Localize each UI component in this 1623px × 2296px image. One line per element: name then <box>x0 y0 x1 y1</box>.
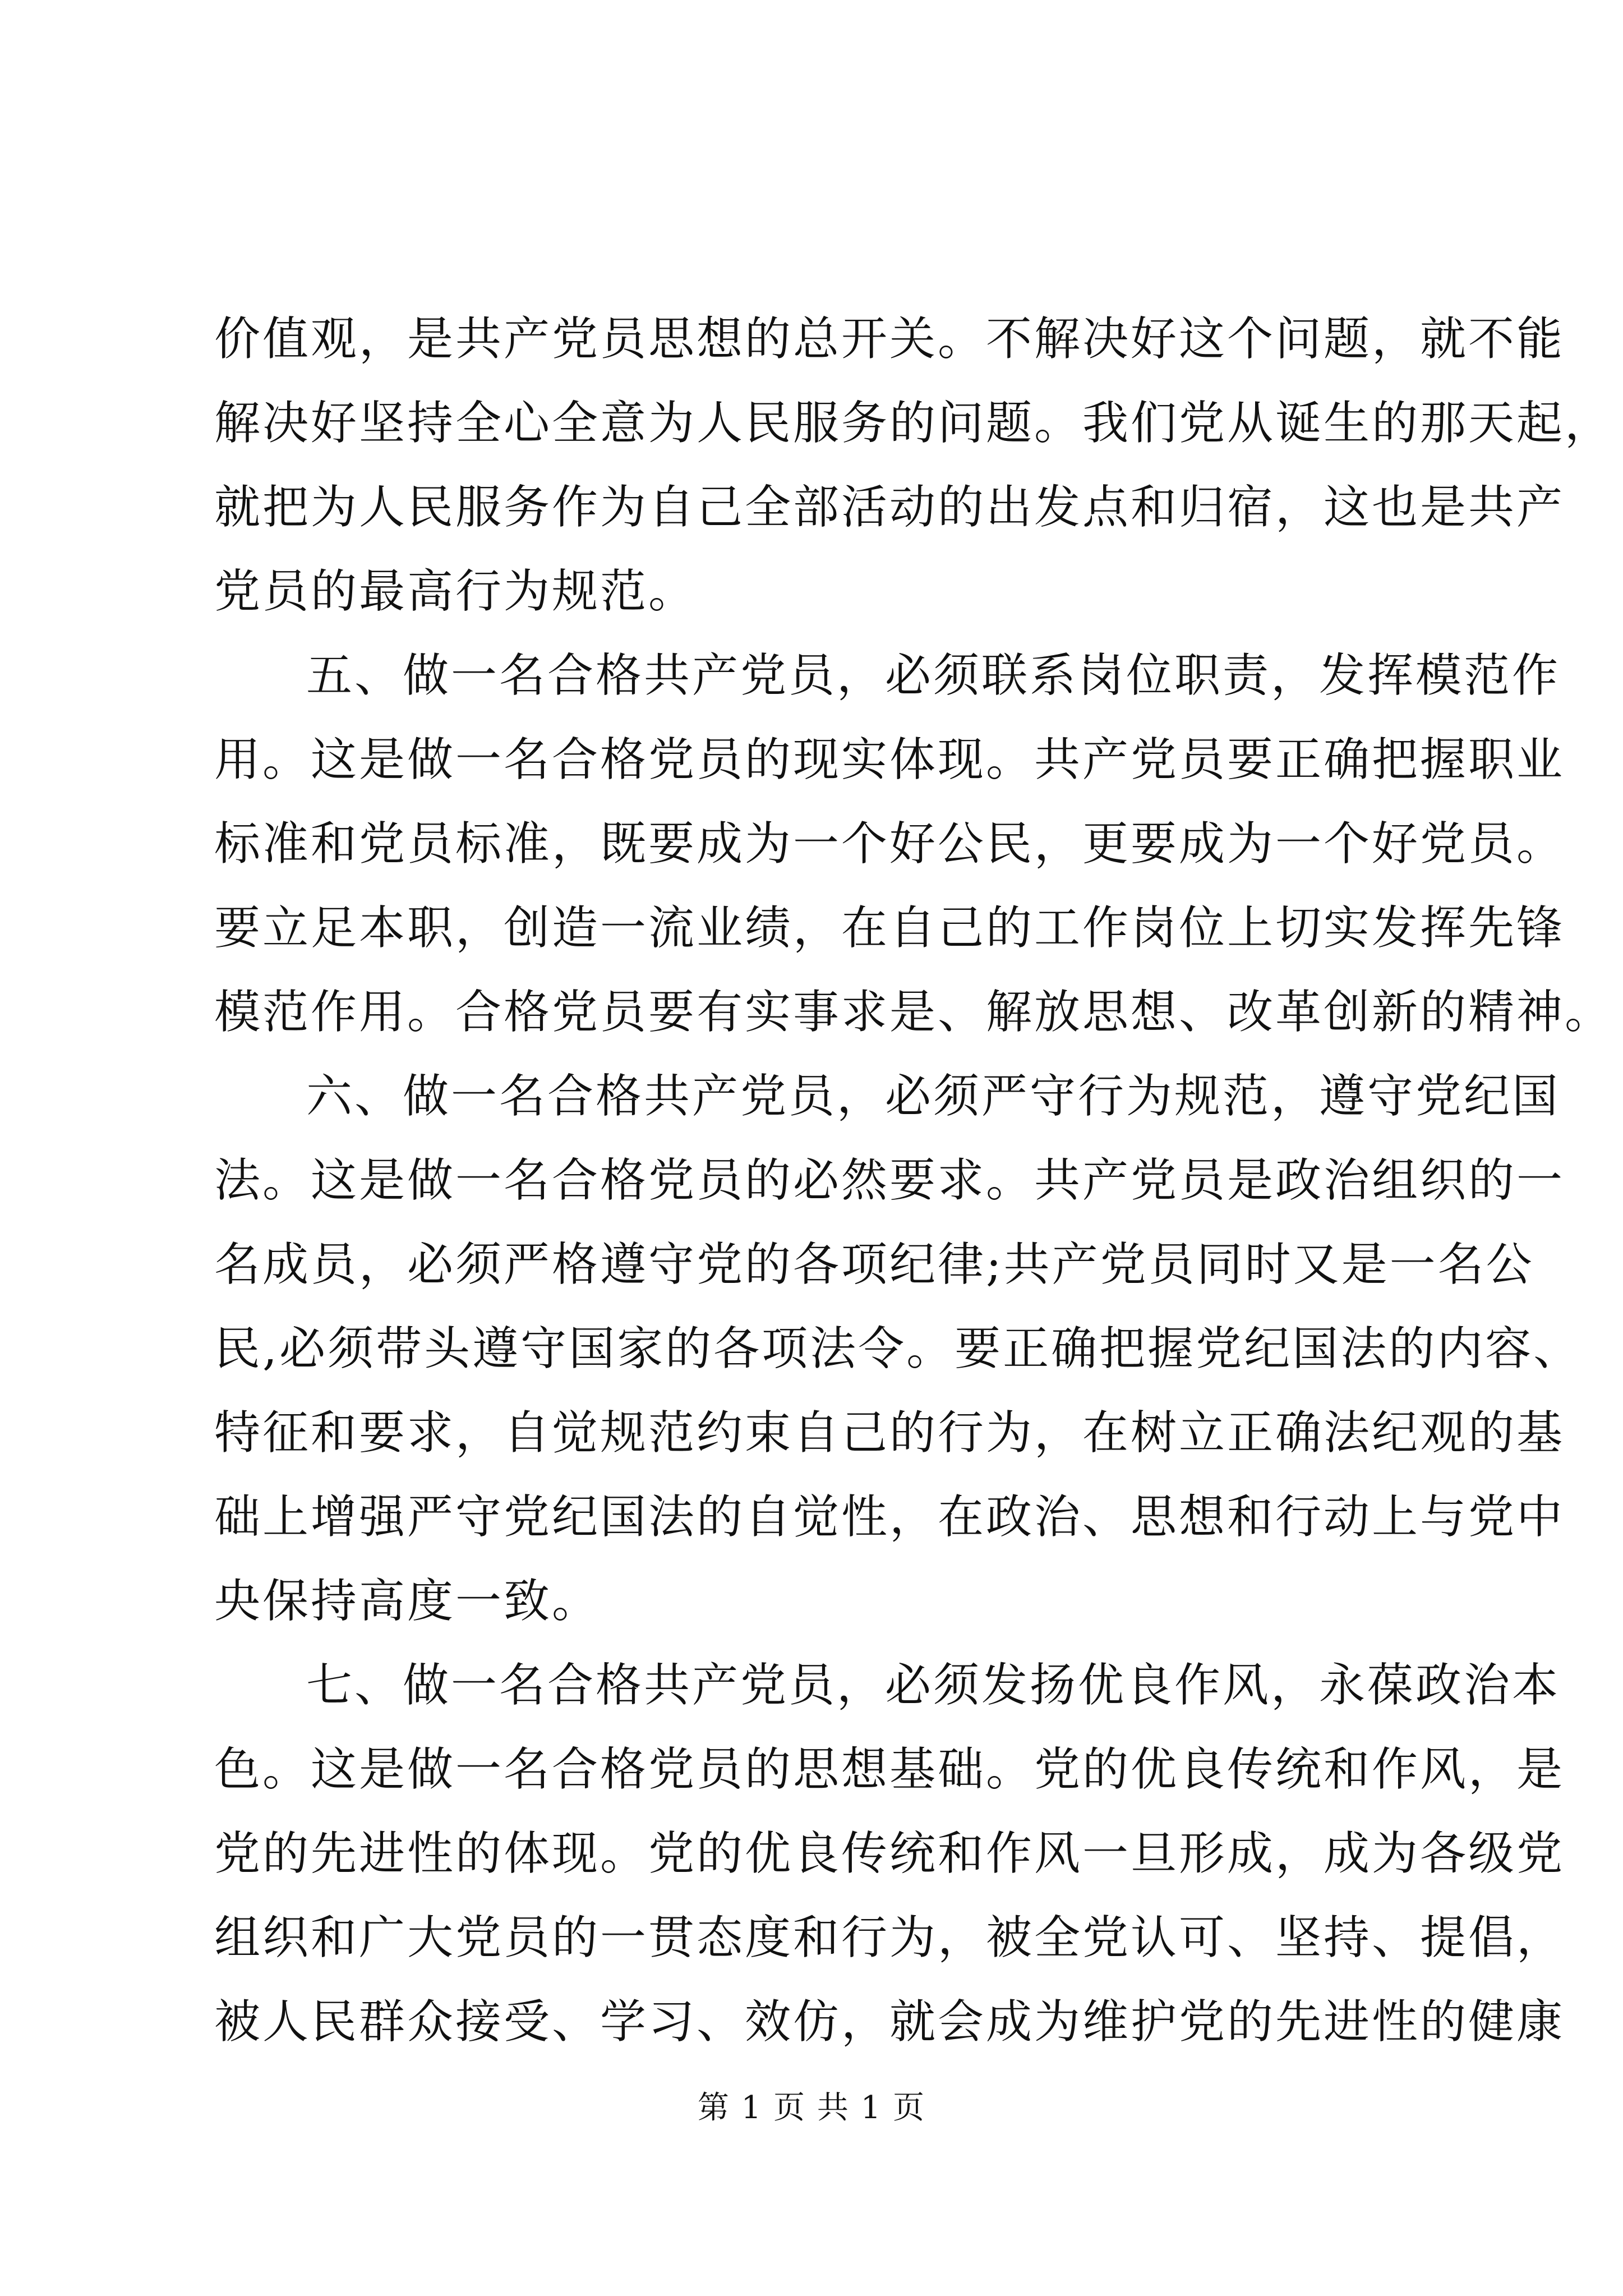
paragraph-first-line: 七、做一名合格共产党员，必须发扬优良作风，永葆政治本 <box>306 1659 1561 1712</box>
text-line: 解决好坚持全心全意为人民服务的问题。我们党从诞生的那天起， <box>214 397 1613 450</box>
text-line: 法。这是做一名合格党员的必然要求。共产党员是政治组织的一 <box>214 1154 1565 1207</box>
paragraph-first-line: 六、做一名合格共产党员，必须严守行为规范，遵守党纪国 <box>306 1070 1561 1123</box>
page-number-label: 第 1 页 共 1 页 <box>697 2090 926 2126</box>
text-line: 价值观，是共产党员思想的总开关。不解决好这个问题，就不能 <box>214 312 1565 366</box>
document-body <box>214 297 1613 2064</box>
paragraph-first-line: 五、做一名合格共产党员，必须联系岗位职责，发挥模范作 <box>306 649 1561 702</box>
text-line: 被人民群众接受、学习、效仿，就会成为维护党的先进性的健康 <box>214 1995 1565 2049</box>
text-line: 党的先进性的体现。党的优良传统和作风一旦形成，成为各级党 <box>214 1827 1565 1880</box>
text-line: 央保持高度一致。 <box>214 1575 601 1628</box>
text-line: 名成员，必须严格遵守党的各项纪律;共产党员同时又是一名公 <box>214 1238 1534 1291</box>
text-line: 要立足本职，创造一流业绩，在自己的工作岗位上切实发挥先锋 <box>214 901 1565 955</box>
page-footer <box>0 2086 1623 2131</box>
text-line: 标准和党员标准，既要成为一个好公民，更要成为一个好党员。 <box>214 817 1565 871</box>
text-line: 模范作用。合格党员要有实事求是、解放思想、改革创新的精神。 <box>214 986 1613 1039</box>
text-line: 党员的最高行为规范。 <box>214 565 697 618</box>
text-line: 组织和广大党员的一贯态度和行为，被全党认可、坚持、提倡， <box>214 1911 1565 1964</box>
text-line: 就把为人民服务作为自己全部活动的出发点和归宿，这也是共产 <box>214 481 1565 534</box>
text-line: 础上增强严守党纪国法的自觉性，在政治、思想和行动上与党中 <box>214 1490 1565 1544</box>
text-line: 民,必须带头遵守国家的各项法令。要正确把握党纪国法的内容、 <box>214 1322 1582 1375</box>
text-line: 特征和要求，自觉规范约束自己的行为，在树立正确法纪观的基 <box>214 1406 1565 1460</box>
text-line: 色。这是做一名合格党员的思想基础。党的优良传统和作风，是 <box>214 1743 1565 1796</box>
text-line: 用。这是做一名合格党员的现实体现。共产党员要正确把握职业 <box>214 733 1565 786</box>
